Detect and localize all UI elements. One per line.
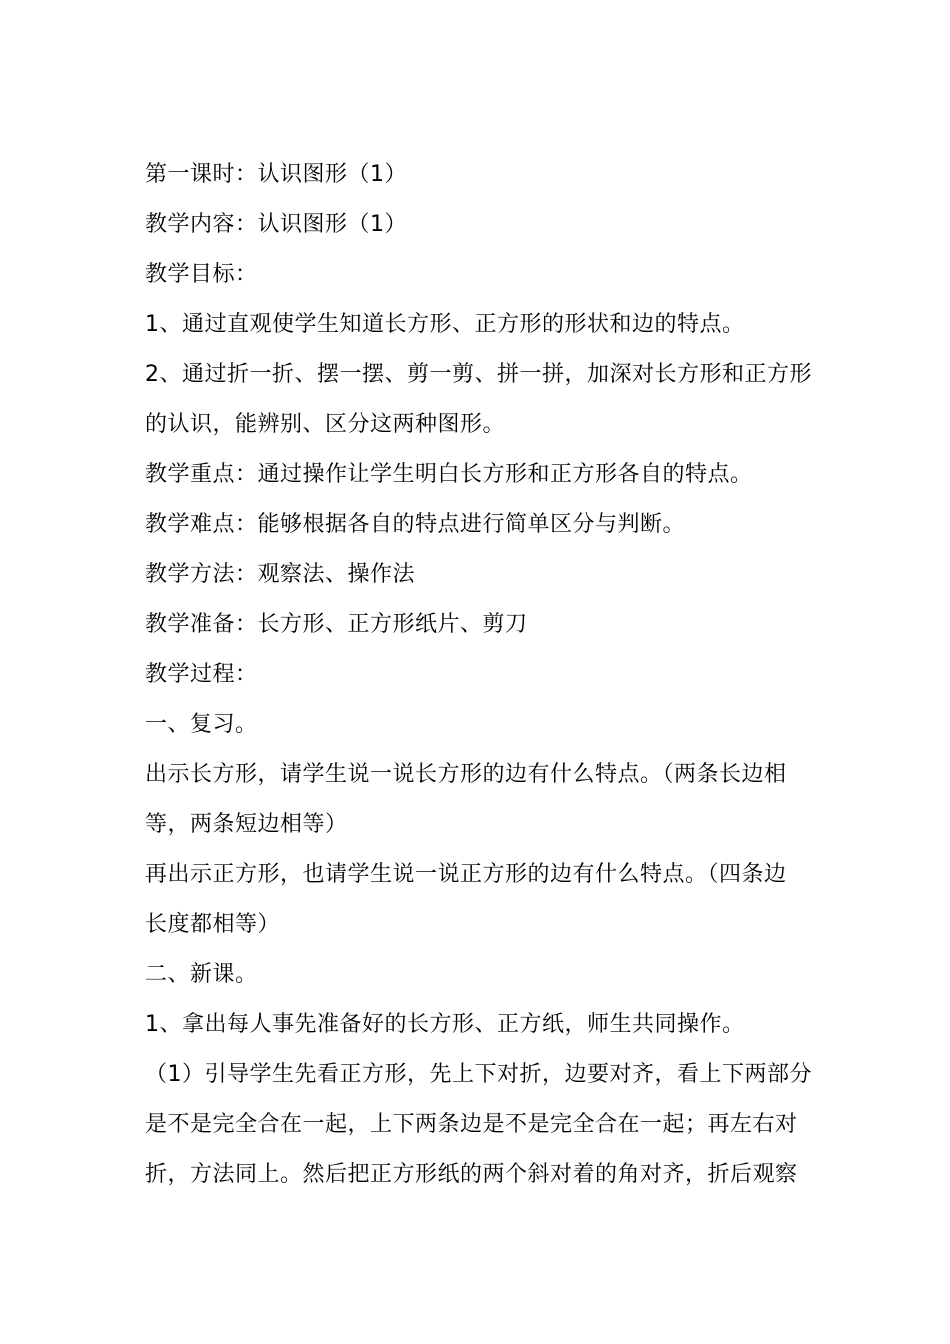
new-lesson-step-1-1-line-3: 折，方法同上。然后把正方形纸的两个斜对着的角对齐，折后观察 bbox=[145, 1162, 798, 1187]
review-rectangle-line-2: 等，两条短边相等） bbox=[145, 812, 348, 837]
review-rectangle-line-1: 出示长方形，请学生说一说长方形的边有什么特点。（两条长边相 bbox=[145, 762, 787, 787]
new-lesson-step-1: 1、拿出每人事先准备好的长方形、正方纸，师生共同操作。 bbox=[145, 1012, 745, 1037]
new-lesson-step-1-1-line-2: 是不是完全合在一起，上下两条边是不是完全合在一起；再左右对 bbox=[145, 1112, 798, 1137]
goal-1: 1、通过直观使学生知道长方形、正方形的形状和边的特点。 bbox=[145, 312, 745, 337]
teaching-key-points: 教学重点：通过操作让学生明白长方形和正方形各自的特点。 bbox=[145, 462, 753, 487]
teaching-difficulties: 教学难点：能够根据各自的特点进行简单区分与判断。 bbox=[145, 512, 686, 537]
teaching-methods: 教学方法：观察法、操作法 bbox=[145, 562, 416, 587]
lesson-title: 第一课时：认识图形（1） bbox=[145, 162, 407, 187]
goal-2-line-1: 2、通过折一折、摆一摆、剪一剪、拼一拼，加深对长方形和正方形 bbox=[145, 362, 812, 387]
teaching-goals-heading: 教学目标： bbox=[145, 262, 258, 287]
section-new-lesson-heading: 二、新课。 bbox=[145, 962, 258, 987]
section-review-heading: 一、复习。 bbox=[145, 712, 258, 737]
review-square-line-2: 长度都相等） bbox=[145, 912, 281, 937]
teaching-content: 教学内容：认识图形（1） bbox=[145, 212, 407, 237]
new-lesson-step-1-1-line-1: （1）引导学生先看正方形，先上下对折，边要对齐，看上下两部分 bbox=[145, 1062, 812, 1087]
teaching-preparation: 教学准备：长方形、正方形纸片、剪刀 bbox=[145, 612, 528, 637]
goal-2-line-2: 的认识，能辨别、区分这两种图形。 bbox=[145, 412, 506, 437]
teaching-process-heading: 教学过程： bbox=[145, 662, 258, 687]
review-square-line-1: 再出示正方形，也请学生说一说正方形的边有什么特点。（四条边 bbox=[145, 862, 787, 887]
